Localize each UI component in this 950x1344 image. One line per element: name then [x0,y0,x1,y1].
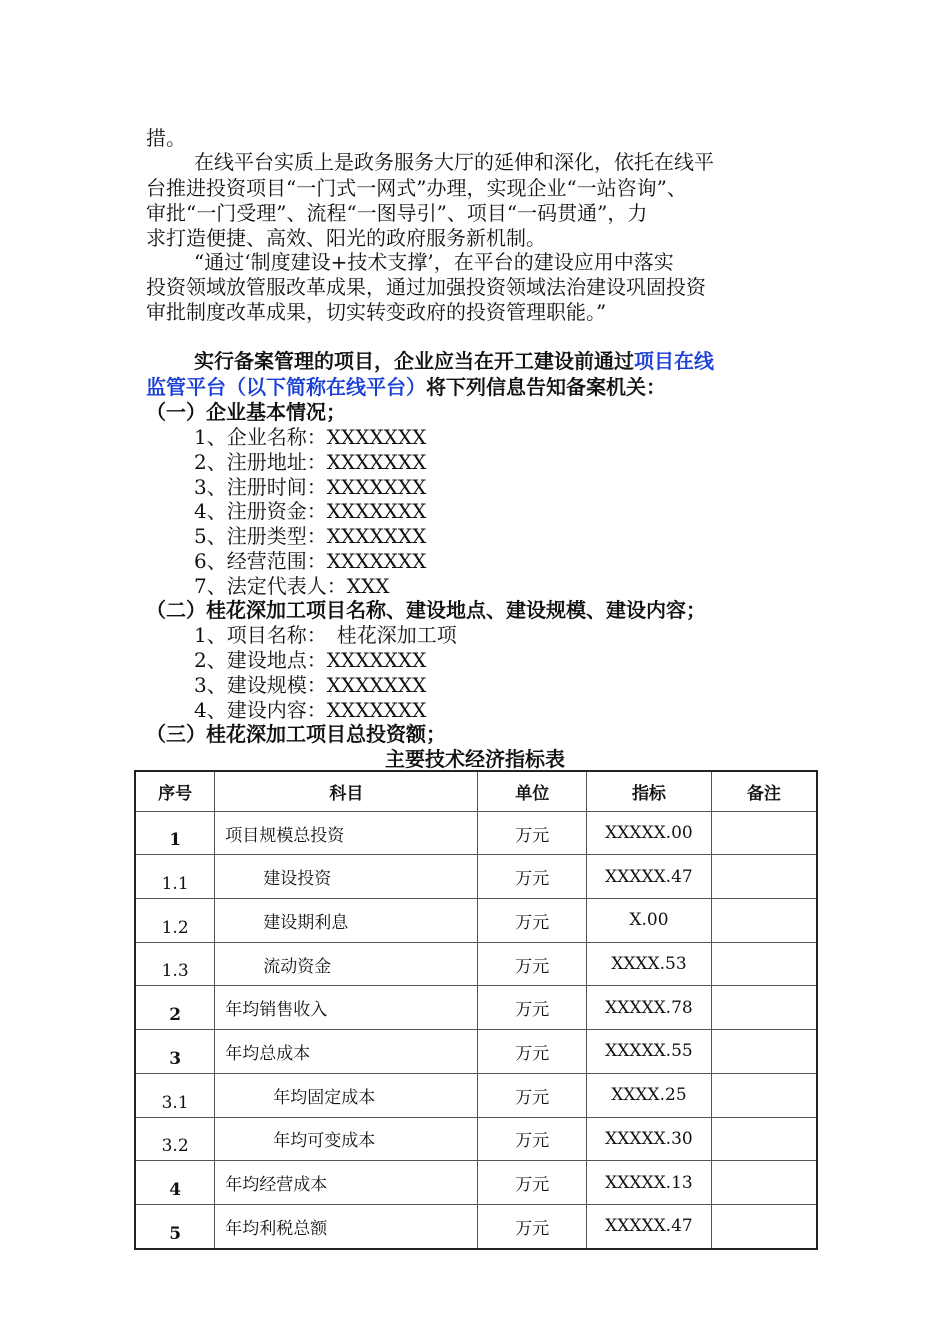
row-value: XXXXX.47 [587,855,712,899]
list-item: 2、建设地点：XXXXXXX [194,648,427,672]
table-row [135,1161,817,1205]
row-value: XXXX.25 [587,1073,712,1117]
intro-text: 将下列信息告知备案机关： [426,375,666,399]
row-name: 流动资金 [215,942,478,986]
list-item: 7、法定代表人：XXX [194,574,390,598]
row-name: 项目规模总投资 [215,811,478,855]
row-name: 建设投资 [215,855,478,899]
row-no: 5 [135,1204,215,1248]
row-unit: 万元 [478,1204,587,1248]
header-note: 备注 [711,771,817,811]
row-no: 1 [135,811,215,855]
paragraph-line: 求打造便捷、高效、阳光的政府服务新机制。 [146,226,546,250]
intro-text: 实行备案管理的项目，企业应当在开工建设前通过 [194,349,634,373]
row-note [711,1073,817,1117]
header-value: 指标 [587,771,712,811]
platform-link-cont[interactable]: 监管平台（以下简称在线平台） [146,375,426,399]
row-value: XXXXX.13 [587,1161,712,1205]
row-no: 3.2 [135,1117,215,1161]
row-note [711,1117,817,1161]
section-heading-3: （三）桂花深加工项目总投资额； [146,722,446,746]
row-note [711,986,817,1030]
row-no: 3 [135,1030,215,1074]
row-unit: 万元 [478,1117,587,1161]
table-row [135,811,817,855]
list-item: 3、建设规模：XXXXXXX [194,673,427,697]
row-name: 建设期利息 [215,899,478,943]
row-name: 年均经营成本 [215,1161,478,1205]
table-row [135,1117,817,1161]
row-note [711,811,817,855]
row-value: XXXXX.55 [587,1030,712,1074]
row-note [711,942,817,986]
intro-line-1 [194,349,714,373]
row-no: 1.3 [135,942,215,986]
paragraph-tail: 措。 [146,126,186,150]
row-value: XXXXX.30 [587,1117,712,1161]
paragraph-line: 审批制度改革成果，切实转变政府的投资管理职能。” [146,300,607,324]
paragraph-line: “通过‘制度建设+技术支撑’，在平台的建设应用中落实 [194,250,674,274]
list-item: 2、注册地址：XXXXXXX [194,450,427,474]
row-no: 1.2 [135,899,215,943]
table-row [135,1030,817,1074]
section-heading-2: （二）桂花深加工项目名称、建设地点、建设规模、建设内容； [146,598,706,622]
row-note [711,1030,817,1074]
row-name: 年均利税总额 [215,1204,478,1248]
list-item: 6、经营范围：XXXXXXX [194,549,427,573]
header-no: 序号 [135,771,215,811]
list-item: 1、企业名称：XXXXXXX [194,425,427,449]
header-unit: 单位 [478,771,587,811]
list-item: 3、注册时间：XXXXXXX [194,475,427,499]
row-note [711,1161,817,1205]
row-unit: 万元 [478,1030,587,1074]
table-row [135,1073,817,1117]
row-no: 2 [135,986,215,1030]
row-name: 年均总成本 [215,1030,478,1074]
table-row [135,1204,817,1248]
header-item: 科目 [215,771,478,811]
paragraph-line: 台推进投资项目“一门式一网式”办理，实现企业“一站咨询”、 [146,176,687,200]
table-row [135,855,817,899]
intro-line-2 [146,375,666,399]
row-value: X.00 [587,899,712,943]
row-name: 年均销售收入 [215,986,478,1030]
row-value: XXXX.53 [587,942,712,986]
list-item: 5、注册类型：XXXXXXX [194,524,427,548]
table-row [135,942,817,986]
row-no: 1.1 [135,855,215,899]
row-name: 年均可变成本 [215,1117,478,1161]
row-value: XXXXX.47 [587,1204,712,1248]
row-value: XXXXX.00 [587,811,712,855]
row-note [711,899,817,943]
row-no: 3.1 [135,1073,215,1117]
row-unit: 万元 [478,1073,587,1117]
row-no: 4 [135,1161,215,1205]
row-note [711,855,817,899]
paragraph-line: 投资领域放管服改革成果，通过加强投资领域法治建设巩固投资 [146,275,706,299]
table-title: 主要技术经济指标表 [385,747,565,771]
section-heading-1: （一）企业基本情况； [146,400,346,424]
list-item: 1、项目名称： 桂花深加工项 [194,623,457,647]
row-unit: 万元 [478,899,587,943]
row-unit: 万元 [478,1161,587,1205]
row-unit: 万元 [478,942,587,986]
paragraph-line: 在线平台实质上是政务服务大厅的延伸和深化，依托在线平 [194,150,714,174]
table-row [135,986,817,1030]
row-value: XXXXX.78 [587,986,712,1030]
paragraph-line: 审批“一门受理”、流程“一图导引”、项目“一码贯通”，力 [146,201,648,225]
list-item: 4、建设内容：XXXXXXX [194,698,427,722]
platform-link[interactable]: 项目在线 [634,349,714,373]
row-unit: 万元 [478,811,587,855]
table-header-row [135,771,817,811]
row-note [711,1204,817,1248]
row-name: 年均固定成本 [215,1073,478,1117]
row-unit: 万元 [478,855,587,899]
table-row [135,899,817,943]
indicator-table [134,770,818,1250]
list-item: 4、注册资金：XXXXXXX [194,499,427,523]
row-unit: 万元 [478,986,587,1030]
